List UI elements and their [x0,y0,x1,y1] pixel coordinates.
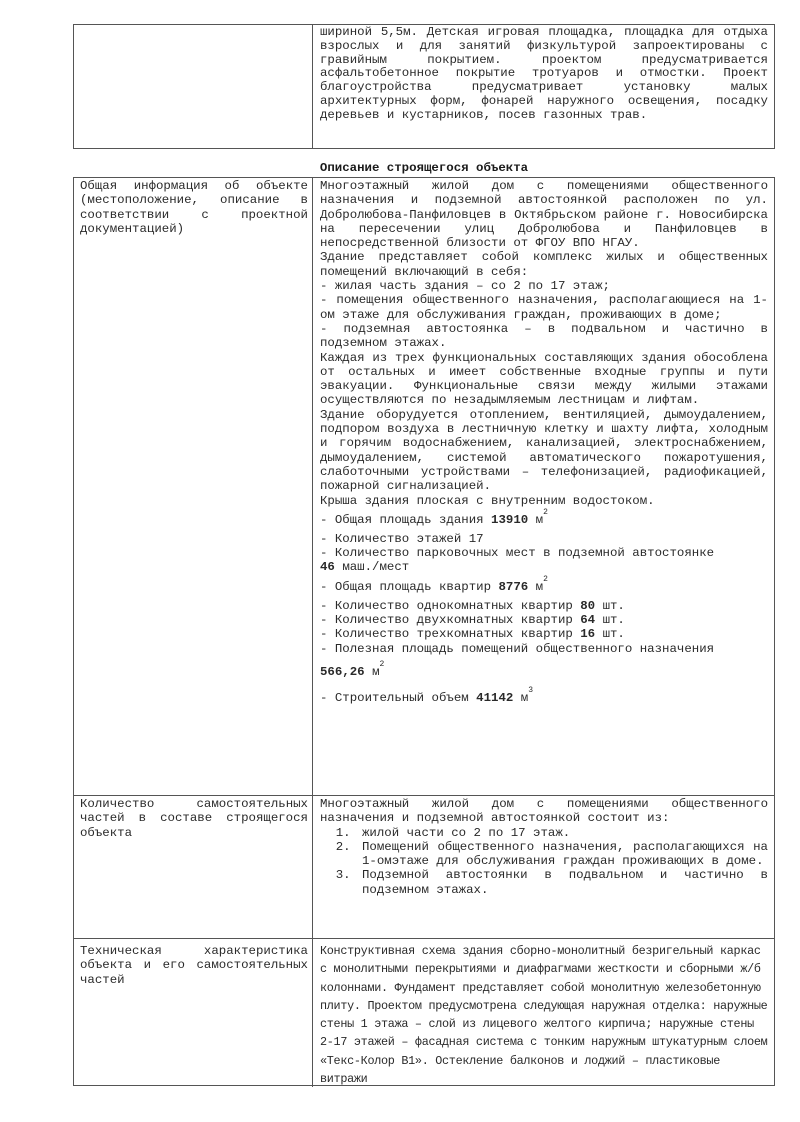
technical-label [74,939,313,1087]
parts-list-item: 1. жилой части со 2 по 17 этаж. [358,826,768,840]
stat-volume: - Строительный объем 41142 $м^3$ [320,685,534,705]
row-general-info [74,178,774,795]
general-info-value [313,178,774,795]
stat-public-area-value: 566,26 $м^2$ [320,659,385,679]
part-residential: - жилая часть здания – со 2 по 17 этаж; [320,279,610,294]
landscaping-text-cell [313,25,774,148]
landscaping-row [74,25,774,148]
stat-two-room: - Количество двухкомнатных квартир 64 шт. [320,613,625,628]
parts-list [320,826,768,897]
technical-value [313,939,774,1087]
stat-apartments-area: - Общая площадь квартир 8776 $м^2$ [320,574,548,594]
part-public: - помещения общественного назначения, располагающиеся на 1-ом этаже для обслуживания граждан, проживающих в доме; [320,293,768,322]
row-parts-count [74,795,774,938]
stat-total-area: - Общая площадь здания 13910 $м^2$ [320,507,548,527]
equipment-text: Здание оборудуется отоплением, вентиляцией, дымоудалением, подпором воздуха в лестничную клетку и шахту лифта, холодным и горячим водоснабжением, канализацией, электроснабжением, дымоудалением, системой автоматического пожаротушения, слаботочными устройствами – телефонизацией, радиофикацией, пожарной сигнализацией. [320,407,768,494]
technical-text: Конструктивная схема здания сборно-монолитный безригельный каркас с монолитными перекрытиями и диафрагмами жесткости и сборными ж/б колоннами. Фундамент представляет собой монолитную железобетонную плиту. Проектом предусмотрена следующая наружная отделка: наружные стены 1 этажа – слой из лицевого желтого кирпича; наружные стены 2-17 этажей – фасадная система с тонким наружным штукатурным слоем «Текс-Колор В1». Остекление балконов и лоджий – пластиковые витражи [320,944,768,1087]
technical-label-text: Техническая характеристика объекта и его самостоятельных частей [80,944,308,987]
functional-text: Каждая из трех функциональных составляющих здания обособлена от остальных и имеет собственные входные группы и пути эвакуации. Функциональные связи между жилыми этажами осуществляются по незадымляемым лестницам и лифтам. [320,350,768,408]
roof-text: Крыша здания плоская с внутренним водостоком. [320,493,655,508]
stat-public-area: - Полезная площадь помещений общественного назначения [320,641,715,656]
parts-count-value [313,796,774,938]
parts-intro: Многоэтажный жилой дом с помещениями общественного назначения и подземной автостоянкой состоит из: [320,797,768,826]
parts-list-item: 2. Помещений общественного назначения, располагающихся на 1-омэтаже для обслуживания граждан проживающих в доме. [358,840,768,869]
parts-count-label [74,796,313,938]
location-text: Многоэтажный жилой дом с помещениями общественного назначения и подземной автостоянкой расположен по ул. Добролюбова-Панфиловцев в Октябрьском районе г. Новосибирска на пересечении улиц Добролюбова и Панфиловцев в непосредственной близости от ФГОУ ВПО НГАУ. [320,179,768,251]
stat-floors: - Количество этажей 17 [320,531,484,546]
landscaping-text: шириной 5,5м. Детская игровая площадка, площадка для отдыха взрослых и для занятий физкультурой запроектированы с гравийным покрытием. проектом предусматривается асфальтобетонное покрытие тротуаров и отмостки. Проект благоустройства предусматривает установку малых архитектурных форм, фонарей наружного освещения, посадку деревьев и кустарников, посев газонных трав. [320,25,768,122]
general-info-label [74,178,313,795]
complex-text: Здание представляет собой комплекс жилых и общественных помещений включающий в себя: [320,250,768,279]
row-technical [74,938,774,1087]
stat-three-room: - Количество трехкомнатных квартир 16 шт. [320,627,625,642]
section-title: Описание строящегося объекта [319,161,529,175]
stat-one-room: - Количество однокомнатных квартир 80 шт. [320,598,625,613]
stat-parking: - Количество парковочных мест в подземной автостоянке 46 маш./мест [320,546,715,575]
landscaping-label-cell [74,25,313,148]
parts-list-item: 3. Подземной автостоянки в подвальном и частично в подземном этажах. [358,868,768,897]
object-description-table [73,177,775,1086]
part-parking: - подземная автостоянка – в подвальном и частично в подземном этажах. [320,321,768,351]
general-info-label-text: Общая информация об объекте (местоположение, описание в соответствии с проектной документацией) [80,179,308,236]
parts-count-label-text: Количество самостоятельных частей в составе строящегося объекта [80,797,308,840]
landscaping-table [73,24,775,149]
